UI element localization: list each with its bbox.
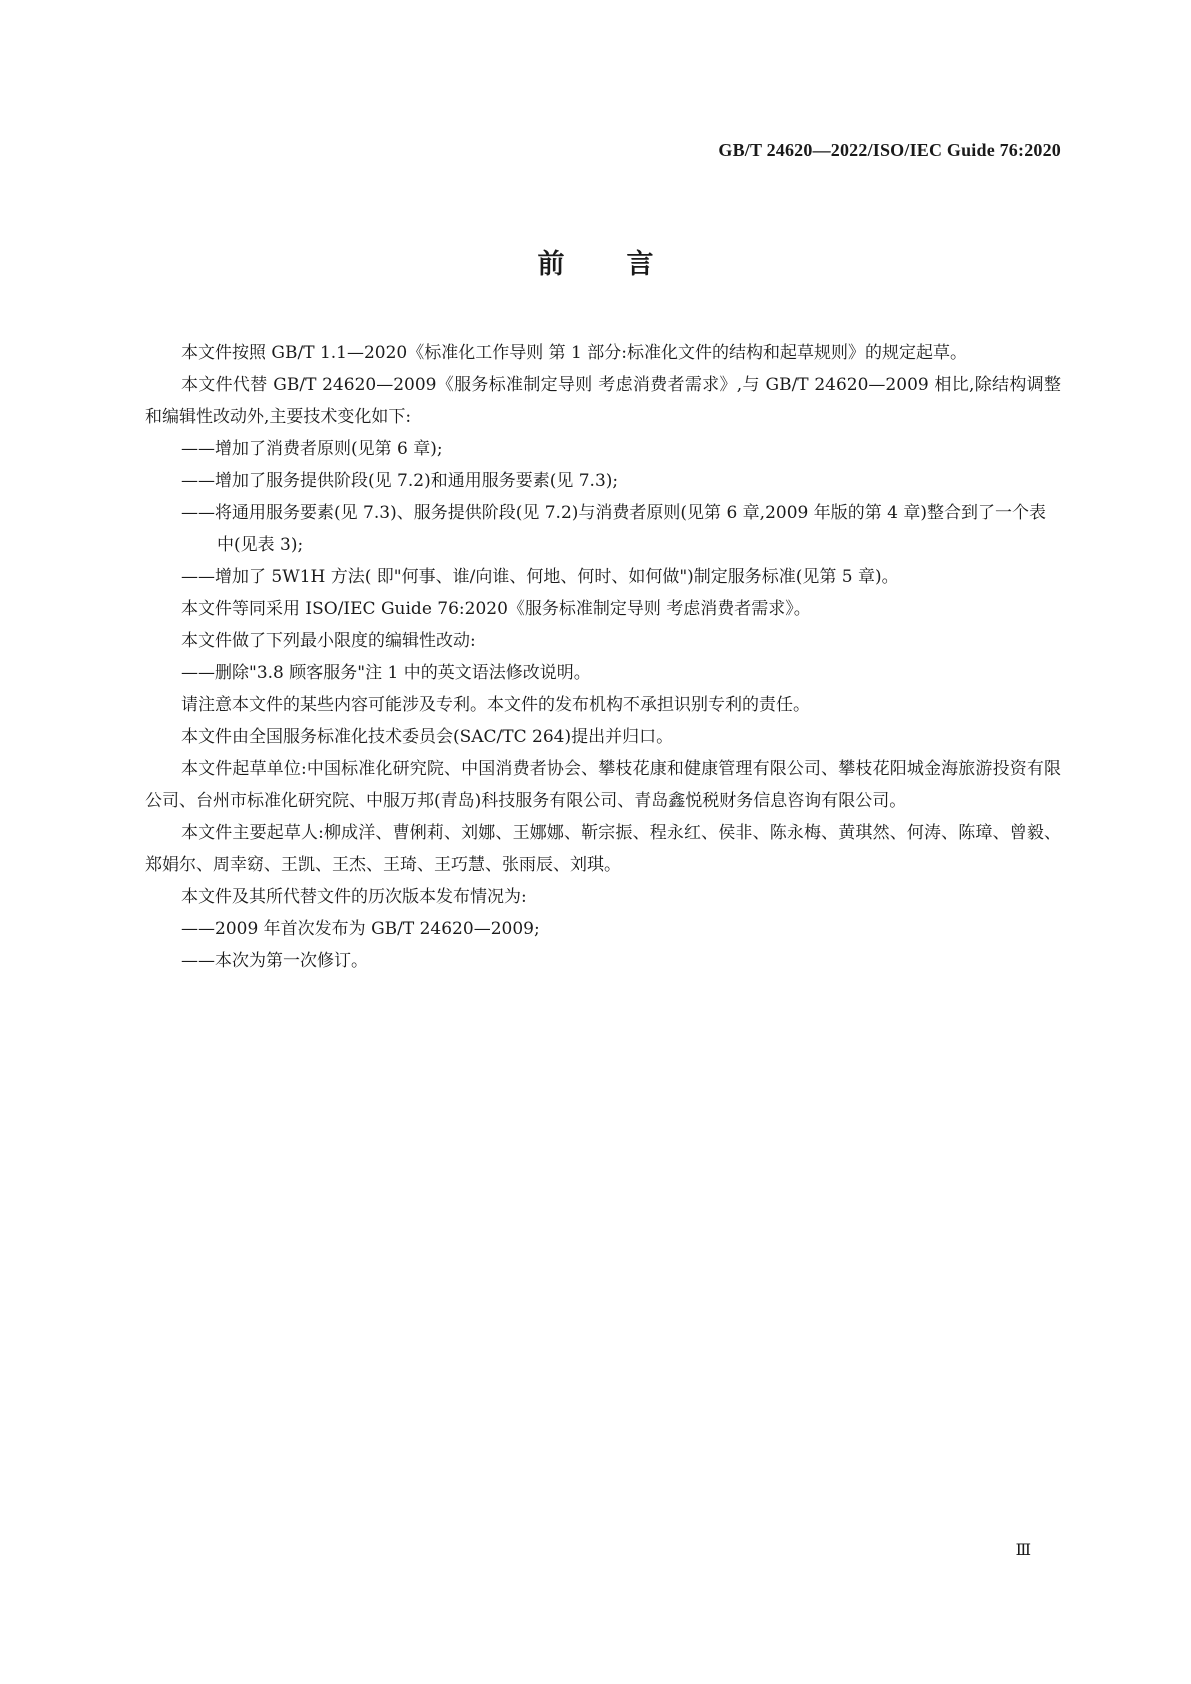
standard-code: GB/T 24620—2022/ISO/IEC Guide 76:2020 xyxy=(718,140,1061,160)
page-number: Ⅲ xyxy=(1015,1542,1031,1559)
page-title: 前言 xyxy=(537,249,716,280)
paragraph-patent-notice: 请注意本文件的某些内容可能涉及专利。本文件的发布机构不承担识别专利的责任。 xyxy=(181,695,810,715)
paragraph-drafting-rules: 本文件按照 GB/T 1.1—2020《标准化工作导则 第 1 部分:标准化文件的结构和起草规则》的规定起草。 xyxy=(181,343,967,363)
paragraph-editorial-changes: 本文件做了下列最小限度的编辑性改动: xyxy=(181,631,476,651)
list-item: ——增加了 5W1H 方法( 即"何事、谁/向谁、何地、何时、如何做")制定服务标准(见第 5 章)。 xyxy=(181,567,899,587)
paragraph-proposed-by: 本文件由全国服务标准化技术委员会(SAC/TC 264)提出并归口。 xyxy=(181,727,674,747)
foreword-body xyxy=(145,337,1061,977)
list-item: ——删除"3.8 顾客服务"注 1 中的英文语法修改说明。 xyxy=(181,663,591,683)
paragraph-drafting-units: 本文件起草单位:中国标准化研究院、中国消费者协会、攀枝花康和健康管理有限公司、攀枝花阳城金海旅游投资有限公司、台州市标准化研究院、中服万邦(青岛)科技服务有限公司、青岛鑫悦税财务信息咨询有限公司。 xyxy=(145,759,1061,811)
paragraph-drafters: 本文件主要起草人:柳成洋、曹俐莉、刘娜、王娜娜、靳宗振、程永红、侯非、陈永梅、黄琪然、何涛、陈璋、曾毅、郑娟尔、周幸窈、王凯、王杰、王琦、王巧慧、张雨辰、刘琪。 xyxy=(145,823,1061,875)
paragraph-replaces: 本文件代替 GB/T 24620—2009《服务标准制定导则 考虑消费者需求》,与 GB/T 24620—2009 相比,除结构调整和编辑性改动外,主要技术变化如下: xyxy=(145,375,1061,427)
list-item: ——将通用服务要素(见 7.3)、服务提供阶段(见 7.2)与消费者原则(见第 6 章,2009 年版的第 4 章)整合到了一个表中(见表 3); xyxy=(181,503,1046,555)
list-item: ——本次为第一次修订。 xyxy=(181,951,368,971)
list-item: ——2009 年首次发布为 GB/T 24620—2009; xyxy=(181,919,540,939)
list-item: ——增加了消费者原则(见第 6 章); xyxy=(181,439,443,459)
paragraph-equivalent-adoption: 本文件等同采用 ISO/IEC Guide 76:2020《服务标准制定导则 考虑消费者需求》。 xyxy=(181,599,811,619)
list-item: ——增加了服务提供阶段(见 7.2)和通用服务要素(见 7.3); xyxy=(181,471,619,491)
paragraph-version-history: 本文件及其所代替文件的历次版本发布情况为: xyxy=(181,887,527,907)
